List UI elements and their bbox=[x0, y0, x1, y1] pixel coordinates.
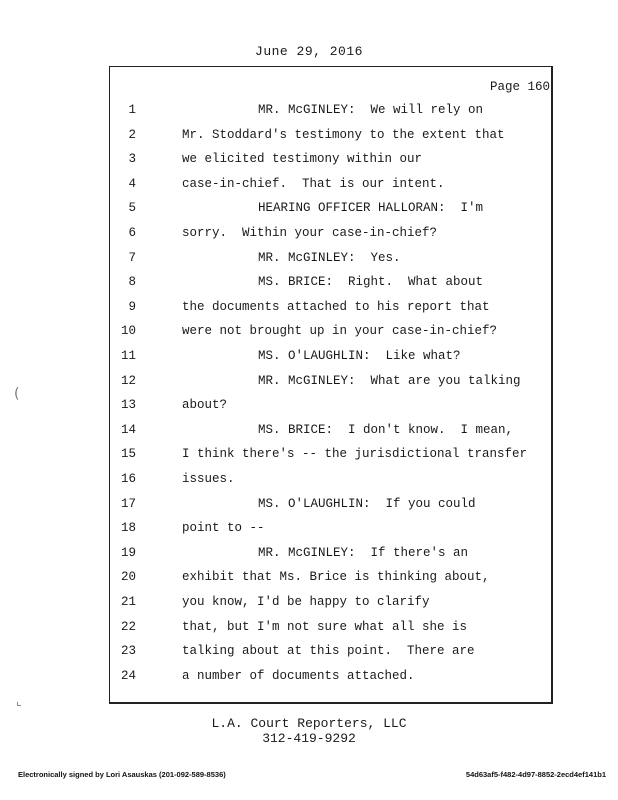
line-number: 2 bbox=[128, 127, 136, 142]
transcript-line bbox=[0, 447, 618, 467]
line-text: were not brought up in your case-in-chief? bbox=[182, 324, 498, 339]
transcript-line bbox=[0, 177, 618, 197]
transcript-line bbox=[0, 201, 618, 221]
line-text: Mr. Stoddard's testimony to the extent that bbox=[182, 127, 505, 142]
line-text: MS. BRICE: I don't know. I mean, bbox=[258, 422, 514, 437]
line-number: 7 bbox=[128, 250, 136, 265]
line-number: 14 bbox=[120, 422, 136, 437]
line-text: issues. bbox=[182, 472, 235, 486]
line-text: the documents attached to his report that bbox=[182, 299, 490, 314]
line-number: 21 bbox=[120, 595, 136, 609]
transcript-line bbox=[0, 423, 618, 443]
line-number: 12 bbox=[120, 373, 136, 388]
line-text: that, but I'm not sure what all she is bbox=[182, 619, 468, 634]
transcript-line bbox=[0, 374, 618, 394]
line-number: 3 bbox=[128, 152, 136, 167]
transcript-line bbox=[0, 226, 618, 246]
transcript-line bbox=[0, 669, 618, 689]
line-number: 22 bbox=[120, 619, 136, 634]
line-text: MS. BRICE: Right. What about bbox=[258, 275, 484, 290]
line-number: 17 bbox=[120, 496, 136, 511]
transcript-line bbox=[0, 472, 618, 492]
scan-mark: ⌞ bbox=[16, 694, 22, 708]
line-text: MS. O'LAUGHLIN: Like what? bbox=[258, 349, 461, 363]
line-text: MR. McGINLEY: We will rely on bbox=[258, 103, 484, 117]
document-hash: 54d63af5-f482-4d97-8852-2ecd4ef141b1 bbox=[465, 770, 606, 779]
line-number: 19 bbox=[120, 545, 136, 560]
line-number: 11 bbox=[120, 349, 136, 363]
line-text: MR. McGINLEY: If there's an bbox=[258, 545, 469, 560]
line-text: you know, I'd be happy to clarify bbox=[182, 595, 430, 609]
line-number: 9 bbox=[128, 299, 136, 314]
transcript-line bbox=[0, 251, 618, 271]
line-number: 10 bbox=[120, 324, 136, 339]
line-number: 6 bbox=[128, 226, 136, 240]
line-number: 16 bbox=[120, 472, 136, 486]
line-text: talking about at this point. There are bbox=[182, 644, 475, 659]
line-number: 20 bbox=[120, 570, 136, 585]
line-number: 4 bbox=[128, 176, 136, 191]
transcript-line bbox=[0, 128, 618, 148]
line-text: exhibit that Ms. Brice is thinking about, bbox=[182, 570, 490, 585]
court-reporter-phone: 312-419-9292 bbox=[262, 731, 356, 746]
line-text: I think there's -- the jurisdictional transfer bbox=[182, 447, 528, 462]
line-text: about? bbox=[182, 398, 228, 413]
transcript-line bbox=[0, 349, 618, 369]
transcript-line bbox=[0, 570, 618, 590]
transcript-line bbox=[0, 521, 618, 541]
line-number: 8 bbox=[128, 275, 136, 290]
scan-mark: ( bbox=[14, 386, 20, 402]
page-number: Page 160 bbox=[489, 80, 550, 94]
line-number: 24 bbox=[120, 668, 136, 683]
transcript-line bbox=[0, 620, 618, 640]
line-number: 1 bbox=[128, 103, 136, 117]
line-text: MR. McGINLEY: What are you talking bbox=[258, 373, 521, 388]
transcript-line bbox=[0, 152, 618, 172]
line-text: a number of documents attached. bbox=[182, 668, 415, 683]
line-text: sorry. Within your case-in-chief? bbox=[182, 226, 438, 240]
transcript-date: June 29, 2016 bbox=[255, 44, 363, 59]
transcript-line bbox=[0, 300, 618, 320]
line-text: we elicited testimony within our bbox=[182, 152, 423, 167]
transcript-line bbox=[0, 398, 618, 418]
line-number: 23 bbox=[120, 644, 136, 659]
line-number: 13 bbox=[120, 398, 136, 413]
line-text: HEARING OFFICER HALLORAN: I'm bbox=[258, 201, 484, 216]
transcript-line bbox=[0, 324, 618, 344]
line-text: MS. O'LAUGHLIN: If you could bbox=[258, 496, 476, 511]
transcript-line bbox=[0, 275, 618, 295]
line-number: 15 bbox=[120, 447, 136, 462]
line-number: 18 bbox=[120, 521, 136, 536]
transcript-line bbox=[0, 546, 618, 566]
transcript-line bbox=[0, 644, 618, 664]
court-reporter-firm: L.A. Court Reporters, LLC bbox=[211, 716, 407, 731]
line-text: case-in-chief. That is our intent. bbox=[182, 176, 445, 191]
transcript-line bbox=[0, 103, 618, 123]
line-text: MR. McGINLEY: Yes. bbox=[258, 250, 401, 265]
electronic-signature: Electronically signed by Lori Asauskas (201-092-589-8536) bbox=[18, 770, 226, 779]
line-number: 5 bbox=[128, 201, 136, 216]
transcript-line bbox=[0, 595, 618, 615]
transcript-line bbox=[0, 497, 618, 517]
line-text: point to -- bbox=[182, 521, 265, 536]
